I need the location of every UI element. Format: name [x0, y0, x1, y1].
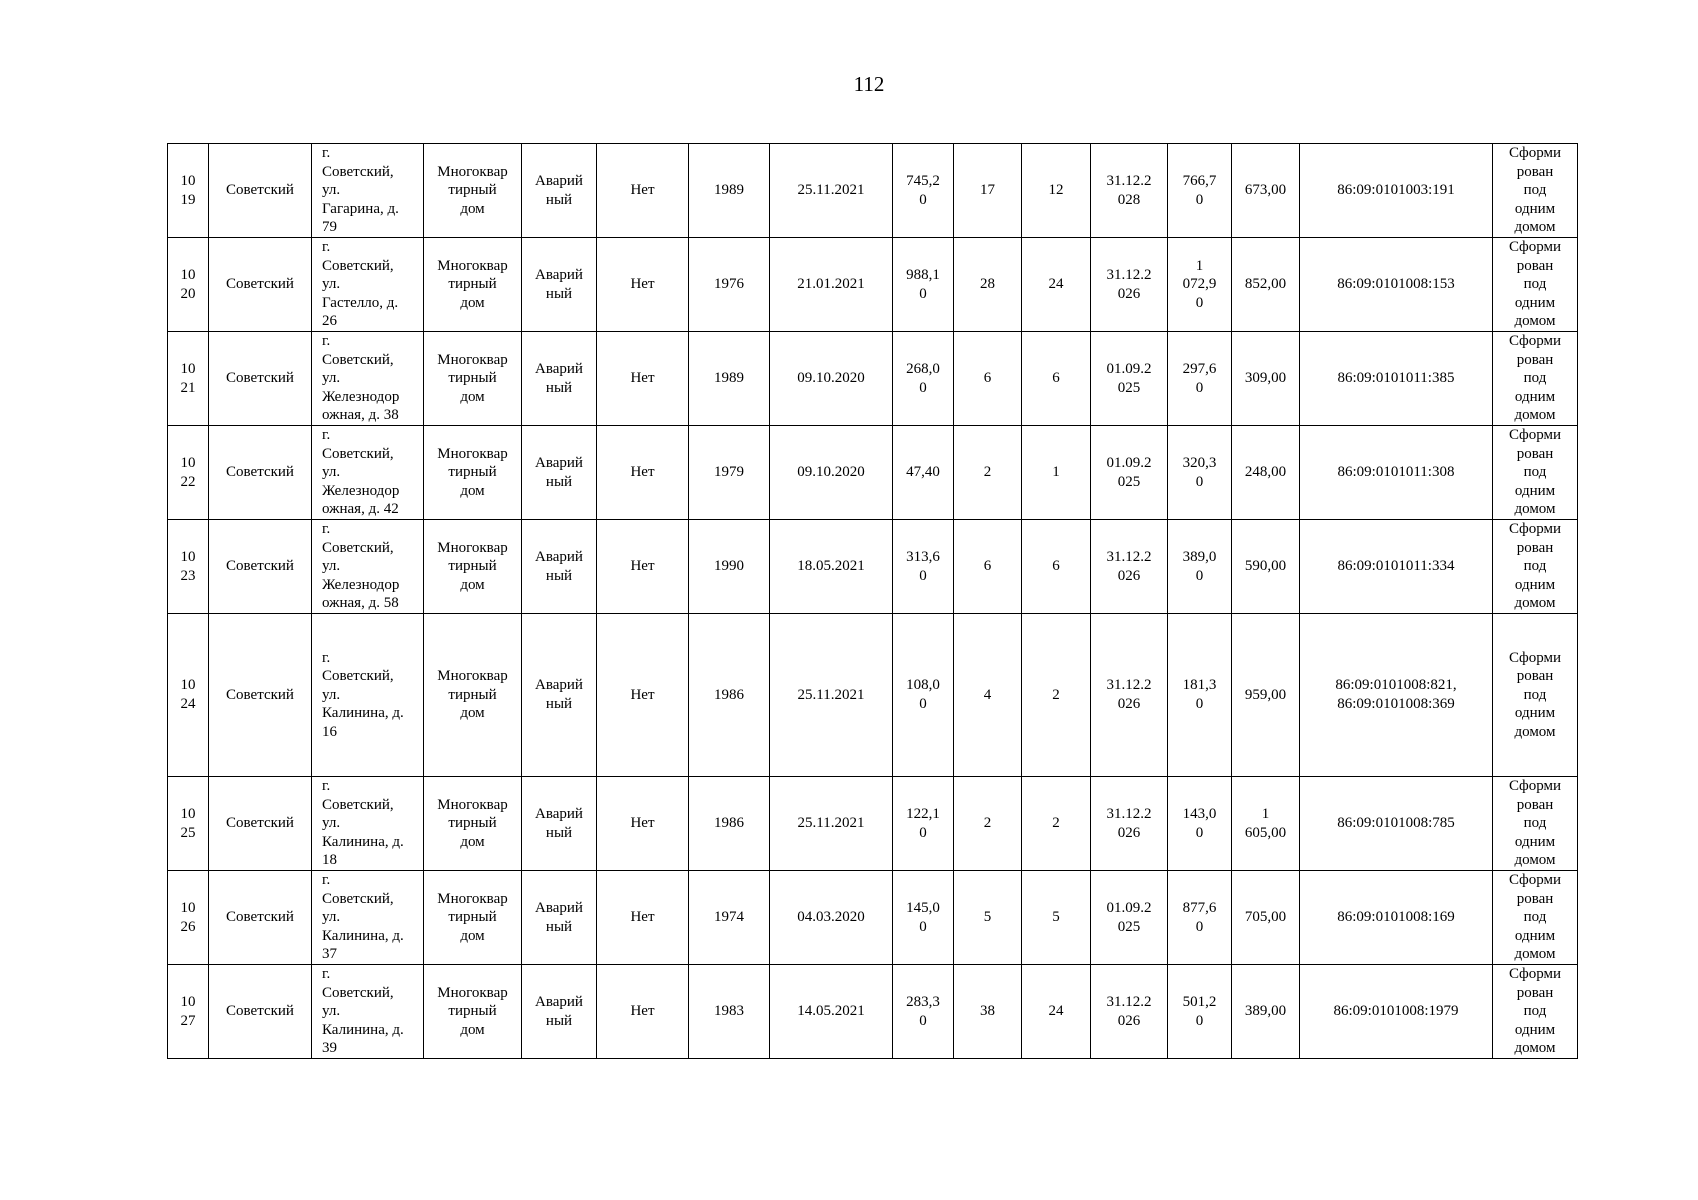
note-cell: Сформи рован под одним домом: [1493, 332, 1578, 426]
district-cell: Советский: [209, 614, 312, 777]
deadline-cell: 31.12.2 028: [1091, 144, 1168, 238]
area-cell: 313,6 0: [893, 520, 954, 614]
land-area-cell: 673,00: [1232, 144, 1300, 238]
deadline-cell: 01.09.2 025: [1091, 332, 1168, 426]
note-cell: Сформи рован под одним домом: [1493, 144, 1578, 238]
district-cell: Советский: [209, 332, 312, 426]
area-cell: 766,7 0: [1168, 144, 1232, 238]
address-cell: г. Советский, ул. Железнодор ожная, д. 42: [312, 426, 424, 520]
table-row: [168, 965, 1578, 1059]
area-cell: 268,0 0: [893, 332, 954, 426]
flag-cell: Нет: [597, 238, 689, 332]
row-number-cell: 10 27: [168, 965, 209, 1059]
year-cell: 1983: [689, 965, 770, 1059]
table-row: [168, 520, 1578, 614]
count-cell: 6: [954, 332, 1022, 426]
count-cell: 28: [954, 238, 1022, 332]
area-cell: 320,3 0: [1168, 426, 1232, 520]
district-cell: Советский: [209, 871, 312, 965]
count-cell: 2: [954, 426, 1022, 520]
count-cell: 6: [1022, 520, 1091, 614]
area-cell: 181,3 0: [1168, 614, 1232, 777]
count-cell: 1: [1022, 426, 1091, 520]
condition-cell: Аварий ный: [522, 426, 597, 520]
area-cell: 501,2 0: [1168, 965, 1232, 1059]
recognition-date-cell: 25.11.2021: [770, 777, 893, 871]
district-cell: Советский: [209, 777, 312, 871]
year-cell: 1990: [689, 520, 770, 614]
building-type-cell: Многоквар тирный дом: [424, 332, 522, 426]
condition-cell: Аварий ный: [522, 332, 597, 426]
address-cell: г. Советский, ул. Железнодор ожная, д. 58: [312, 520, 424, 614]
row-number-cell: 10 26: [168, 871, 209, 965]
area-cell: 389,0 0: [1168, 520, 1232, 614]
note-cell: Сформи рован под одним домом: [1493, 871, 1578, 965]
recognition-date-cell: 25.11.2021: [770, 614, 893, 777]
building-type-cell: Многоквар тирный дом: [424, 965, 522, 1059]
flag-cell: Нет: [597, 520, 689, 614]
recognition-date-cell: 04.03.2020: [770, 871, 893, 965]
area-cell: 745,2 0: [893, 144, 954, 238]
count-cell: 4: [954, 614, 1022, 777]
building-type-cell: Многоквар тирный дом: [424, 871, 522, 965]
cadastral-number-cell: 86:09:0101008:1979: [1300, 965, 1493, 1059]
condition-cell: Аварий ный: [522, 238, 597, 332]
cadastral-number-cell: 86:09:0101008:785: [1300, 777, 1493, 871]
recognition-date-cell: 21.01.2021: [770, 238, 893, 332]
recognition-date-cell: 25.11.2021: [770, 144, 893, 238]
district-cell: Советский: [209, 144, 312, 238]
table-body: [168, 144, 1578, 1059]
district-cell: Советский: [209, 965, 312, 1059]
condition-cell: Аварий ный: [522, 144, 597, 238]
area-cell: 143,0 0: [1168, 777, 1232, 871]
page-number: 112: [853, 72, 885, 96]
note-cell: Сформи рован под одним домом: [1493, 238, 1578, 332]
count-cell: 24: [1022, 238, 1091, 332]
recognition-date-cell: 18.05.2021: [770, 520, 893, 614]
recognition-date-cell: 09.10.2020: [770, 426, 893, 520]
count-cell: 6: [1022, 332, 1091, 426]
table-row: [168, 238, 1578, 332]
count-cell: 5: [1022, 871, 1091, 965]
address-cell: г. Советский, ул. Калинина, д. 39: [312, 965, 424, 1059]
year-cell: 1989: [689, 144, 770, 238]
cadastral-number-cell: 86:09:0101008:153: [1300, 238, 1493, 332]
recognition-date-cell: 09.10.2020: [770, 332, 893, 426]
district-cell: Советский: [209, 520, 312, 614]
address-cell: г. Советский, ул. Гастелло, д. 26: [312, 238, 424, 332]
land-area-cell: 248,00: [1232, 426, 1300, 520]
row-number-cell: 10 24: [168, 614, 209, 777]
address-cell: г. Советский, ул. Калинина, д. 18: [312, 777, 424, 871]
table-row: [168, 332, 1578, 426]
deadline-cell: 31.12.2 026: [1091, 965, 1168, 1059]
land-area-cell: 959,00: [1232, 614, 1300, 777]
address-cell: г. Советский, ул. Гагарина, д. 79: [312, 144, 424, 238]
row-number-cell: 10 22: [168, 426, 209, 520]
district-cell: Советский: [209, 238, 312, 332]
condition-cell: Аварий ный: [522, 871, 597, 965]
building-type-cell: Многоквар тирный дом: [424, 777, 522, 871]
condition-cell: Аварий ный: [522, 777, 597, 871]
count-cell: 12: [1022, 144, 1091, 238]
count-cell: 2: [954, 777, 1022, 871]
note-cell: Сформи рован под одним домом: [1493, 520, 1578, 614]
district-cell: Советский: [209, 426, 312, 520]
area-cell: 297,6 0: [1168, 332, 1232, 426]
row-number-cell: 10 25: [168, 777, 209, 871]
table-row: [168, 614, 1578, 777]
flag-cell: Нет: [597, 965, 689, 1059]
year-cell: 1986: [689, 777, 770, 871]
deadline-cell: 31.12.2 026: [1091, 777, 1168, 871]
row-number-cell: 10 23: [168, 520, 209, 614]
building-type-cell: Многоквар тирный дом: [424, 520, 522, 614]
deadline-cell: 01.09.2 025: [1091, 426, 1168, 520]
flag-cell: Нет: [597, 426, 689, 520]
area-cell: 122,1 0: [893, 777, 954, 871]
year-cell: 1974: [689, 871, 770, 965]
row-number-cell: 10 19: [168, 144, 209, 238]
year-cell: 1979: [689, 426, 770, 520]
row-number-cell: 10 20: [168, 238, 209, 332]
note-cell: Сформи рован под одним домом: [1493, 965, 1578, 1059]
recognition-date-cell: 14.05.2021: [770, 965, 893, 1059]
area-cell: 283,3 0: [893, 965, 954, 1059]
area-cell: 988,1 0: [893, 238, 954, 332]
condition-cell: Аварий ный: [522, 614, 597, 777]
area-cell: 145,0 0: [893, 871, 954, 965]
address-cell: г. Советский, ул. Железнодор ожная, д. 38: [312, 332, 424, 426]
cadastral-number-cell: 86:09:0101003:191: [1300, 144, 1493, 238]
flag-cell: Нет: [597, 144, 689, 238]
land-area-cell: 852,00: [1232, 238, 1300, 332]
building-type-cell: Многоквар тирный дом: [424, 238, 522, 332]
deadline-cell: 31.12.2 026: [1091, 238, 1168, 332]
condition-cell: Аварий ный: [522, 520, 597, 614]
building-type-cell: Многоквар тирный дом: [424, 614, 522, 777]
housing-registry-table: [167, 143, 1578, 1059]
address-cell: г. Советский, ул. Калинина, д. 37: [312, 871, 424, 965]
area-cell: 108,0 0: [893, 614, 954, 777]
land-area-cell: 389,00: [1232, 965, 1300, 1059]
building-type-cell: Многоквар тирный дом: [424, 144, 522, 238]
land-area-cell: 590,00: [1232, 520, 1300, 614]
cadastral-number-cell: 86:09:0101011:385: [1300, 332, 1493, 426]
flag-cell: Нет: [597, 871, 689, 965]
condition-cell: Аварий ный: [522, 965, 597, 1059]
address-cell: г. Советский, ул. Калинина, д. 16: [312, 614, 424, 777]
land-area-cell: 309,00: [1232, 332, 1300, 426]
count-cell: 38: [954, 965, 1022, 1059]
area-cell: 877,6 0: [1168, 871, 1232, 965]
row-number-cell: 10 21: [168, 332, 209, 426]
count-cell: 17: [954, 144, 1022, 238]
deadline-cell: 31.12.2 026: [1091, 520, 1168, 614]
flag-cell: Нет: [597, 614, 689, 777]
table-row: [168, 871, 1578, 965]
year-cell: 1986: [689, 614, 770, 777]
cadastral-number-cell: 86:09:0101008:821, 86:09:0101008:369: [1300, 614, 1493, 777]
year-cell: 1976: [689, 238, 770, 332]
cadastral-number-cell: 86:09:0101011:308: [1300, 426, 1493, 520]
table-row: [168, 144, 1578, 238]
area-cell: 47,40: [893, 426, 954, 520]
deadline-cell: 01.09.2 025: [1091, 871, 1168, 965]
table-row: [168, 426, 1578, 520]
note-cell: Сформи рован под одним домом: [1493, 777, 1578, 871]
note-cell: Сформи рован под одним домом: [1493, 426, 1578, 520]
land-area-cell: 1 605,00: [1232, 777, 1300, 871]
deadline-cell: 31.12.2 026: [1091, 614, 1168, 777]
count-cell: 5: [954, 871, 1022, 965]
flag-cell: Нет: [597, 777, 689, 871]
count-cell: 2: [1022, 777, 1091, 871]
land-area-cell: 705,00: [1232, 871, 1300, 965]
building-type-cell: Многоквар тирный дом: [424, 426, 522, 520]
flag-cell: Нет: [597, 332, 689, 426]
table-row: [168, 777, 1578, 871]
note-cell: Сформи рован под одним домом: [1493, 614, 1578, 777]
cadastral-number-cell: 86:09:0101008:169: [1300, 871, 1493, 965]
count-cell: 2: [1022, 614, 1091, 777]
cadastral-number-cell: 86:09:0101011:334: [1300, 520, 1493, 614]
count-cell: 6: [954, 520, 1022, 614]
count-cell: 24: [1022, 965, 1091, 1059]
area-cell: 1 072,9 0: [1168, 238, 1232, 332]
year-cell: 1989: [689, 332, 770, 426]
